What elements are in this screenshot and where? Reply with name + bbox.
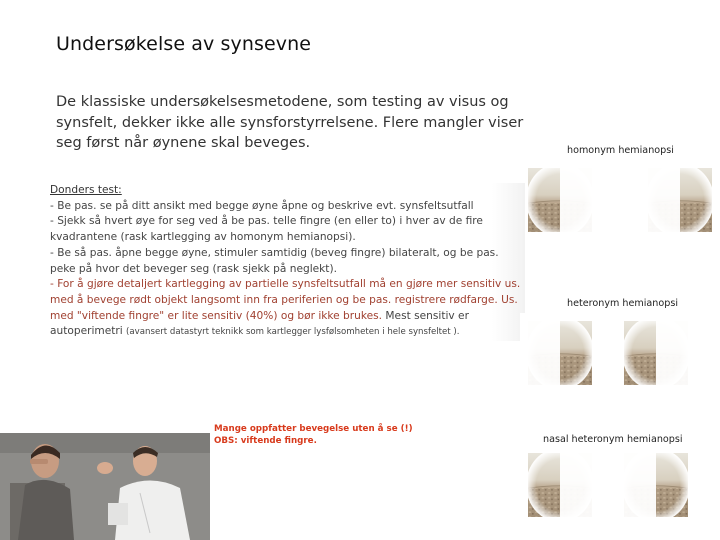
nasal-right-field (616, 445, 690, 525)
examination-photo-illustration (0, 433, 210, 540)
warning-line-2: OBS: viftende fingre. (214, 436, 317, 446)
nasal-left-field (526, 445, 600, 525)
donders-step-2: - Sjekk så hvert øye for seg ved å be pas. telle fingre (en eller to) i hver av de fire kvadrantene (rask kartlegging av homonym hemianopsi). (50, 215, 483, 244)
homonym-right-field (640, 160, 714, 240)
donders-test-section (50, 183, 525, 341)
caption-nasal-heteronym: nasal heteronym hemianopsi (543, 434, 683, 445)
warning-note (214, 423, 413, 447)
page-title: Undersøkelse av synsevne (56, 33, 312, 55)
examination-photo (0, 433, 210, 540)
donders-step-4-note: (avansert datastyrt teknikk som kartlegger lysfølsomheten i hele synsfeltet ). (126, 327, 460, 338)
intro-paragraph: De klassiske undersøkelsesmetodene, som testing av visus og synsfelt, dekker ikke alle synsforstyrrelsene. Flere mangler viser seg først når øynene skal beveges. (56, 94, 524, 151)
donders-heading: Donders test: (50, 184, 122, 196)
donders-step-4-red: - For å gjøre detaljert kartlegging av partielle synsfeltsutfall må en gjøre mer sensitiv us. med å bevege rødt objekt langsomt inn fra periferien og be pas. registrere rødfarge. Us. med "viftende fingre" er lite sensitiv (40%) og bør ikke brukes. (50, 278, 521, 322)
donders-step-3: - Be så pas. åpne begge øyne, stimuler samtidig (beveg fingre) bilateralt, og be pas. peke på hvor det beveger seg (rask sjekk på neglekt). (50, 246, 499, 275)
donders-step-4 (50, 277, 525, 341)
warning-line-1: Mange oppfatter bevegelse uten å se (!) (214, 424, 413, 434)
homonym-left-field (526, 160, 600, 240)
heteronym-left-field (520, 313, 594, 393)
donders-step-4-rest: Mest sensitiv er autoperimetri (50, 309, 469, 338)
donders-step-1: - Be pas. se på ditt ansikt med begge øyne åpne og beskrive evt. synsfeltsutfall (50, 199, 474, 212)
caption-heteronym: heteronym hemianopsi (567, 298, 678, 309)
heteronym-right-field (622, 313, 696, 393)
caption-homonym: homonym hemianopsi (567, 145, 674, 156)
